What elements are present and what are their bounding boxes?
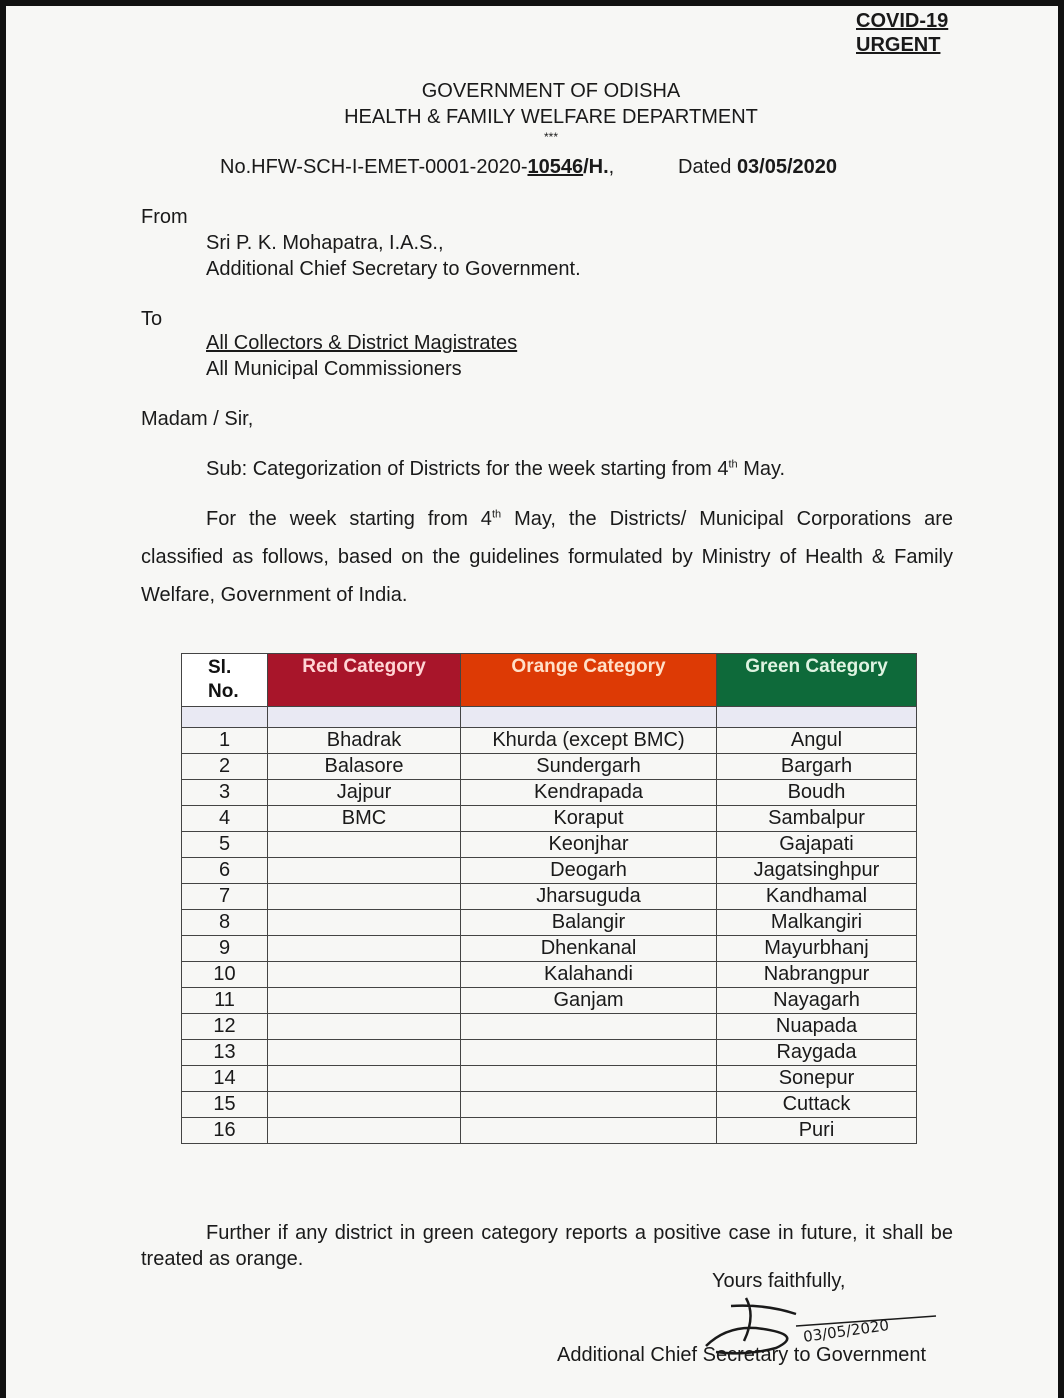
cell-red (268, 1014, 461, 1040)
cell-sl: 10 (182, 962, 268, 988)
cell-green: Nayagarh (717, 988, 917, 1014)
cell-sl: 9 (182, 936, 268, 962)
body-sup: th (491, 508, 502, 521)
table-row (182, 806, 917, 832)
cell-green: Bargarh (717, 754, 917, 780)
cell-orange (461, 1040, 717, 1066)
cell-red (268, 832, 461, 858)
table-row (182, 832, 917, 858)
table-row (182, 936, 917, 962)
table-row (182, 858, 917, 884)
cell-orange: Keonjhar (461, 832, 717, 858)
subject-text: Sub: Categorization of Districts for the week starting from 4 (206, 458, 729, 480)
cell-orange (461, 1066, 717, 1092)
table-row (182, 1092, 917, 1118)
cell-red (268, 1066, 461, 1092)
cell-red: Bhadrak (268, 728, 461, 754)
header-sl-no (182, 654, 268, 707)
cell-green: Jagatsinghpur (717, 858, 917, 884)
department-title: HEALTH & FAMILY WELFARE DEPARTMENT (344, 106, 758, 128)
cell-red: BMC (268, 806, 461, 832)
cell-orange: Dhenkanal (461, 936, 717, 962)
header-sl-line1: Sl. (208, 657, 232, 678)
cell-sl: 11 (182, 988, 268, 1014)
table-row (182, 962, 917, 988)
cell-orange (461, 1118, 717, 1144)
cell-orange (461, 1092, 717, 1118)
yours-faithfully: Yours faithfully, (712, 1270, 846, 1292)
ref-number: 10546 (527, 156, 584, 178)
category-table (181, 653, 917, 1144)
table-row (182, 1040, 917, 1066)
cell-sl: 12 (182, 1014, 268, 1040)
cell-orange (461, 1014, 717, 1040)
cell-sl: 4 (182, 806, 268, 832)
cell-red: Jajpur (268, 780, 461, 806)
cell-orange: Kalahandi (461, 962, 717, 988)
cell-orange: Kendrapada (461, 780, 717, 806)
header-orange-category: Orange Category (461, 654, 717, 707)
ref-prefix: No.HFW-SCH-I-EMET-0001-2020- (220, 156, 528, 178)
table-row (182, 1118, 917, 1144)
cell-sl: 14 (182, 1066, 268, 1092)
table-row (182, 884, 917, 910)
cell-green: Kandhamal (717, 884, 917, 910)
table-row (182, 728, 917, 754)
cell-green: Gajapati (717, 832, 917, 858)
subject-sup: th (728, 458, 738, 471)
cell-orange: Balangir (461, 910, 717, 936)
table-row (182, 780, 917, 806)
cell-green: Nuapada (717, 1014, 917, 1040)
table-row (182, 754, 917, 780)
from-name: Sri P. K. Mohapatra, I.A.S., (206, 232, 444, 254)
cell-red (268, 1092, 461, 1118)
cell-green: Sambalpur (717, 806, 917, 832)
body-text-tail: May, the Districts/ Municipal Corporations are classified as follows, based on the guidelines formulated by Ministry of Health & Family Welfare, Government of India. (141, 508, 954, 606)
reference-number (220, 156, 614, 179)
cell-sl: 7 (182, 884, 268, 910)
closing-designation: Additional Chief Secretary to Government (557, 1344, 927, 1366)
cell-sl: 1 (182, 728, 268, 754)
cell-green: Puri (717, 1118, 917, 1144)
cell-red (268, 910, 461, 936)
signature-date: 03/05/2020 (802, 1316, 891, 1346)
cell-red (268, 936, 461, 962)
dated-line (678, 156, 837, 179)
cell-orange: Khurda (except BMC) (461, 728, 717, 754)
from-label: From (141, 206, 188, 228)
cell-sl: 16 (182, 1118, 268, 1144)
covid-tag: COVID-19 (856, 10, 949, 32)
header-green-category: Green Category (717, 654, 917, 707)
cell-green: Sonepur (717, 1066, 917, 1092)
table-row (182, 988, 917, 1014)
table-spacer-row (182, 707, 917, 728)
cell-green: Angul (717, 728, 917, 754)
cell-orange: Sundergarh (461, 754, 717, 780)
cell-green: Mayurbhanj (717, 936, 917, 962)
cell-orange: Ganjam (461, 988, 717, 1014)
cell-red (268, 884, 461, 910)
cell-green: Nabrangpur (717, 962, 917, 988)
date-value: 03/05/2020 (736, 156, 838, 178)
cell-red (268, 988, 461, 1014)
table-row (182, 1066, 917, 1092)
cell-sl: 3 (182, 780, 268, 806)
dated-label: Dated (678, 156, 732, 178)
cell-sl: 6 (182, 858, 268, 884)
cell-sl: 8 (182, 910, 268, 936)
subject-tail: May. (737, 458, 786, 480)
cell-sl: 2 (182, 754, 268, 780)
ref-suffix: /H. (583, 156, 609, 178)
header-red-category: Red Category (268, 654, 461, 707)
cell-green: Boudh (717, 780, 917, 806)
cell-orange: Jharsuguda (461, 884, 717, 910)
subject-line (206, 458, 785, 481)
stars-divider: *** (543, 130, 558, 144)
note-paragraph: Further if any district in green category reports a positive case in future, it shall be treated as orange. (141, 1222, 953, 1270)
urgent-tag: URGENT (856, 34, 941, 56)
cell-red (268, 858, 461, 884)
cell-sl: 13 (182, 1040, 268, 1066)
cell-sl: 5 (182, 832, 268, 858)
ref-tail: , (608, 156, 615, 178)
letter-page (6, 6, 1058, 1398)
cell-orange: Koraput (461, 806, 717, 832)
cell-green: Cuttack (717, 1092, 917, 1118)
table-row (182, 1014, 917, 1040)
cell-sl: 15 (182, 1092, 268, 1118)
from-designation: Additional Chief Secretary to Government. (206, 258, 581, 280)
body-paragraph (141, 500, 953, 614)
to-line1: All Collectors & District Magistrates (206, 332, 518, 354)
cell-green: Raygada (717, 1040, 917, 1066)
salutation: Madam / Sir, (141, 408, 254, 430)
to-label: To (141, 308, 163, 330)
cell-red: Balasore (268, 754, 461, 780)
header-sl-line2: No. (208, 681, 239, 702)
body-text: For the week starting from 4 (206, 508, 492, 530)
table-row (182, 910, 917, 936)
cell-red (268, 962, 461, 988)
cell-red (268, 1040, 461, 1066)
cell-green: Malkangiri (717, 910, 917, 936)
to-line2: All Municipal Commissioners (206, 358, 462, 380)
cell-red (268, 1118, 461, 1144)
government-title: GOVERNMENT OF ODISHA (421, 80, 681, 102)
cell-orange: Deogarh (461, 858, 717, 884)
